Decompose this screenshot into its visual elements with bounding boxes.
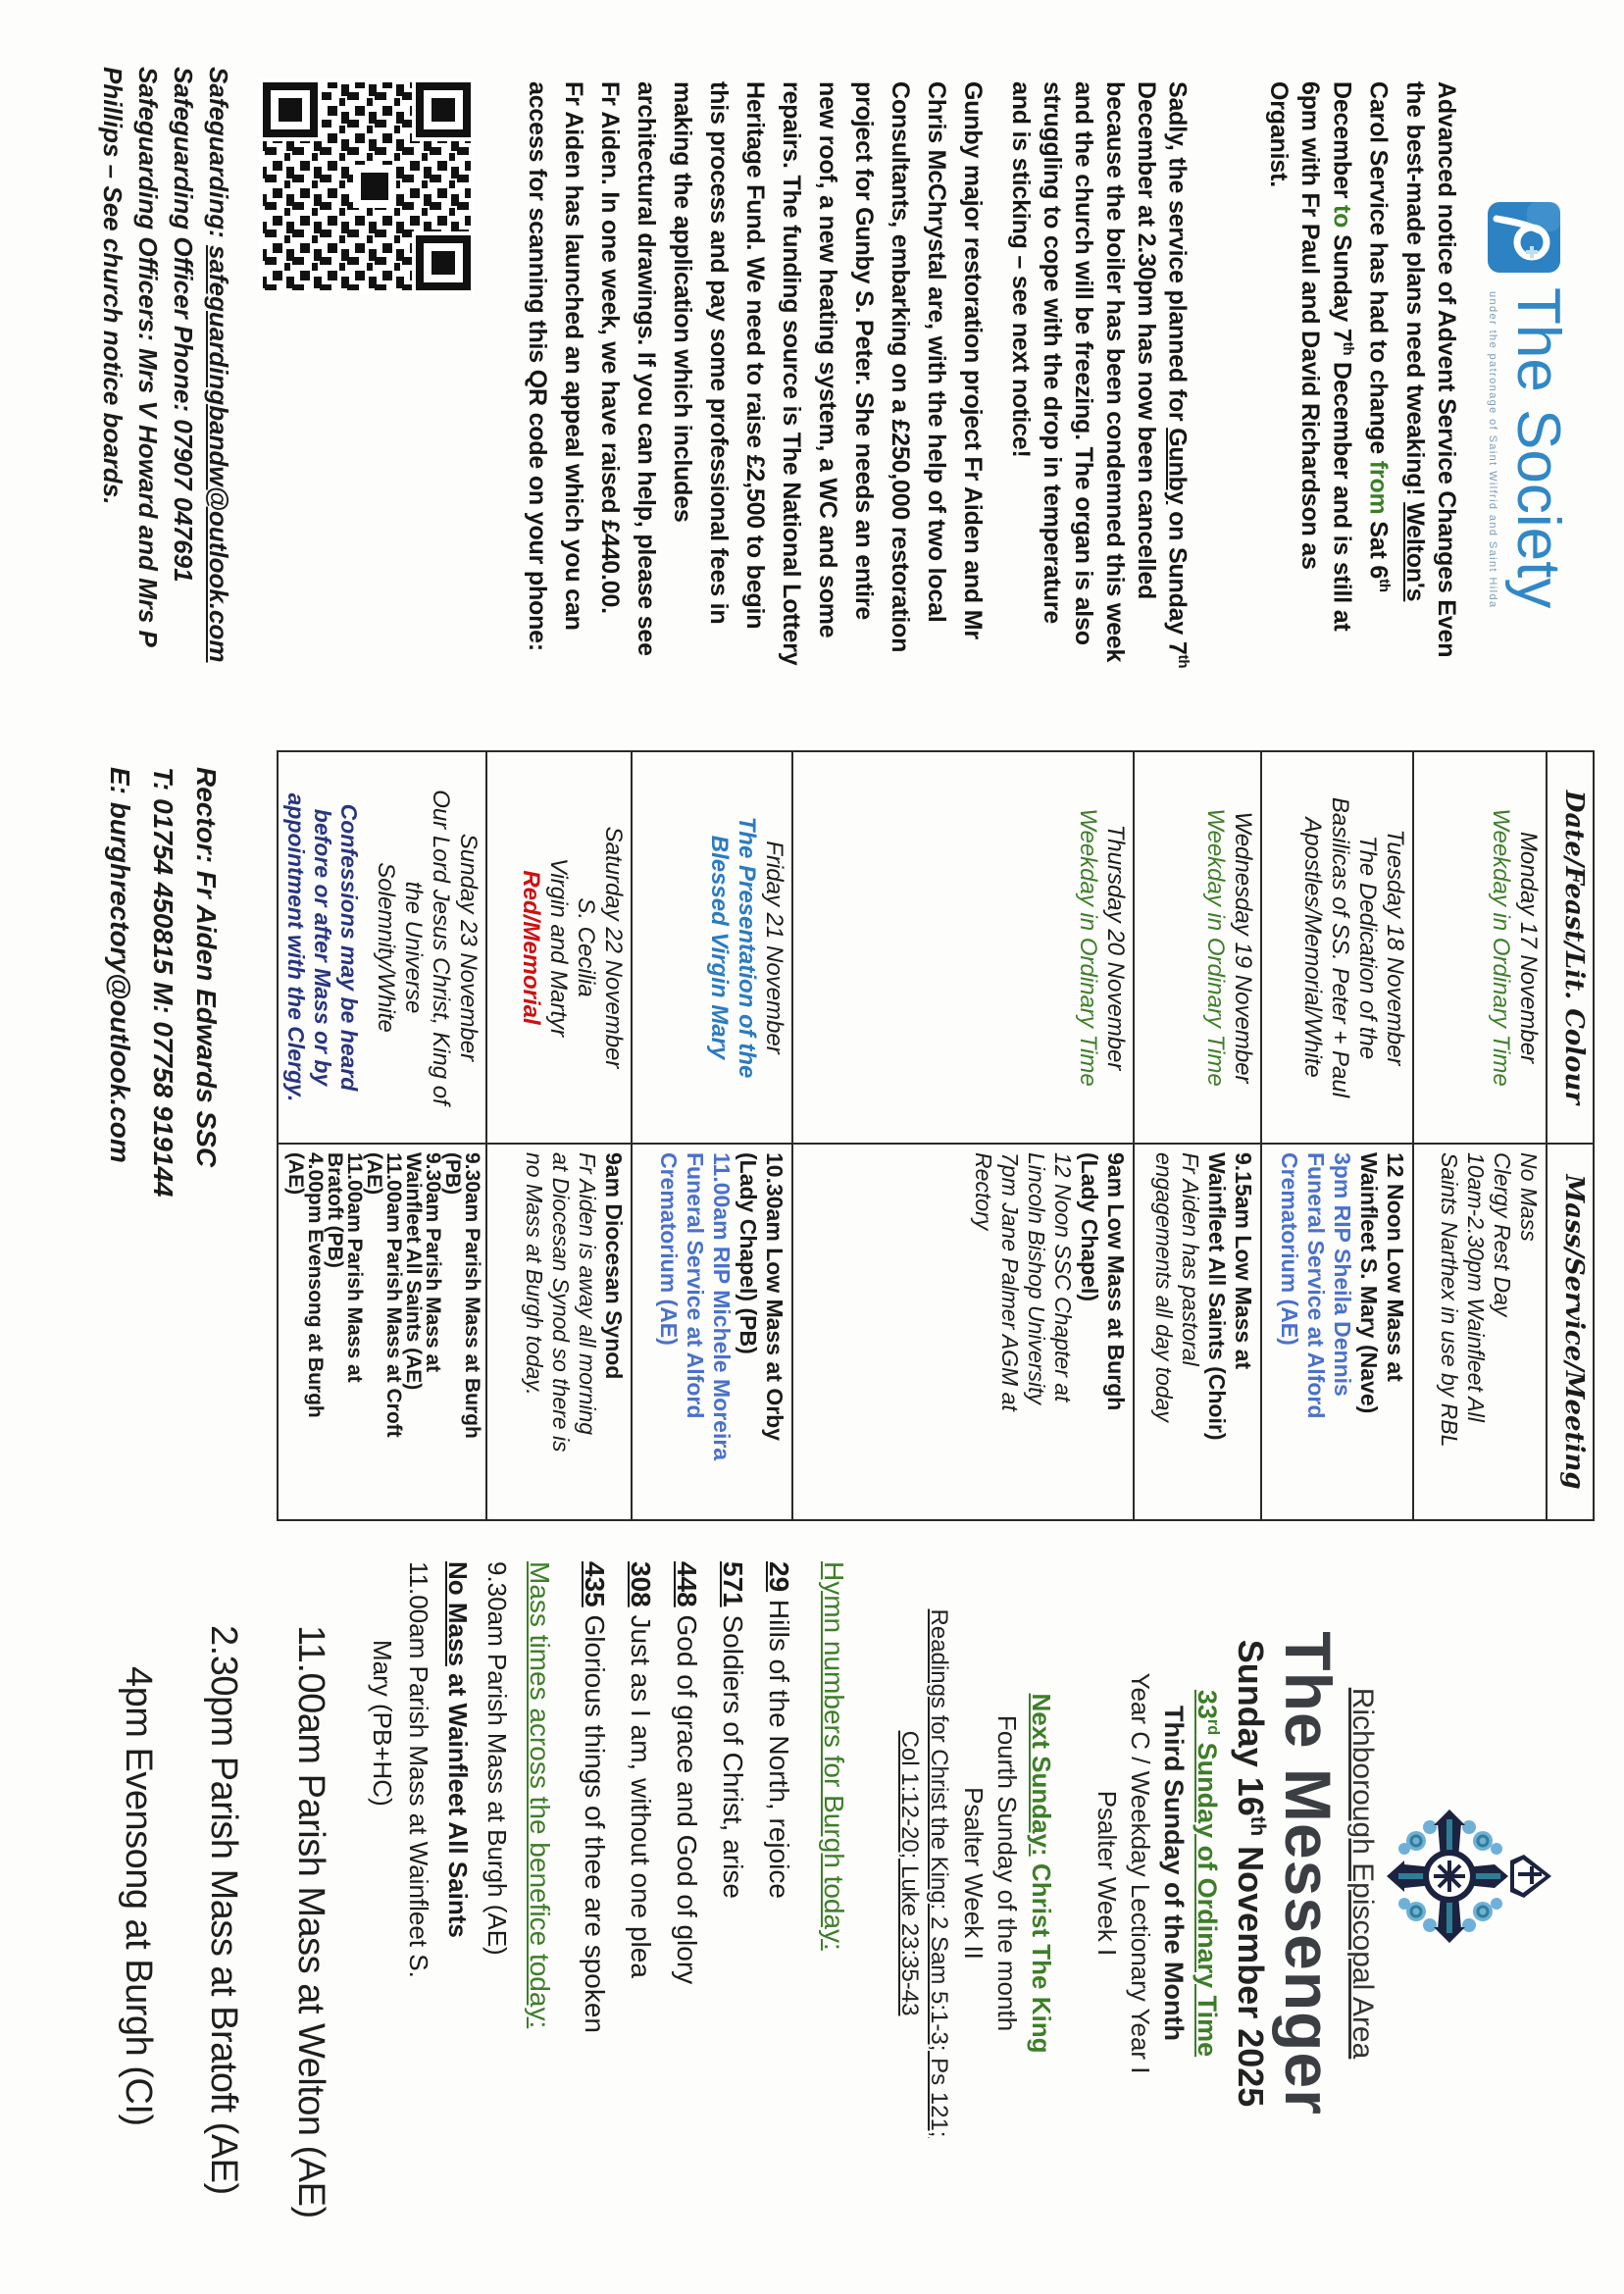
third-sunday-line: Third Sunday of the Month bbox=[1159, 1706, 1189, 2041]
hymn-numbers-block bbox=[572, 1561, 849, 2287]
mass-times-header: Mass times across the benefice today: bbox=[525, 1561, 555, 2029]
psalter-week1-line: Psalter Week I bbox=[1092, 1790, 1122, 1957]
rota-header-date: Date/Feast/Lit. Colour bbox=[1547, 751, 1594, 1144]
fourth-sunday-line: Fourth Sunday of the month bbox=[992, 1714, 1022, 2032]
society-logo-icon bbox=[1487, 201, 1561, 274]
rota-thursday-mass: 9am Low Mass at Burgh (Lady Chapel) 12 Noon SSC Chapter at Lincoln Bishop University 7pm Jane Palmer AGM at Rectory bbox=[792, 1144, 1134, 1520]
readings-line-1: Readings for Christ the King: 2 Sam 5:1-3; Ps 121; bbox=[926, 1608, 952, 2138]
restoration-appeal-paragraph: Gunby major restoration project Fr Aiden and Mr Chris McChrystal are, with the help of two local Consultants, embarking on a £250,000 restoration project for Gunby S. Peter. She needs an entire new roof, a new heating system, a WC and some repairs. The funding source is The National Lottery Heritage Fund. We need to raise £2,500 to begin this process and pay some professional fees in making the application which includes architectural drawings. If you can help, please see Fr Aiden. In one week, we have raised £440.00. Fr Aiden has launched an appeal which you can access for scanning this QR code on your phone: bbox=[524, 81, 987, 666]
readings-line-2: Col 1:12-20; Luke 23:35-43 bbox=[896, 1730, 923, 2016]
year-lectionary-line: Year C / Weekday Lectionary Year I bbox=[1126, 1672, 1155, 2074]
hymn-item: 448 God of grace and God of glory bbox=[672, 1561, 702, 1985]
qr-code bbox=[254, 78, 475, 294]
rota-row-sunday bbox=[278, 751, 486, 1520]
mass-times-line1: 9.30am Parish Mass at Burgh (AE) bbox=[482, 1561, 512, 1956]
rota-tuesday-date: Tuesday 18 November The Dedication of the Basilicas of SS. Peter + Paul Apostles/Memorial/White bbox=[1261, 751, 1413, 1144]
hymn-numbers-header: Hymn numbers for Burgh today: bbox=[819, 1561, 849, 1951]
safeguarding-block: Safeguarding: safeguardingbandw@outlook.com Safeguarding Officer Phone: 07907 047691 Safeguarding Officers: Mrs V Howard and Mrs P Phillips – See church notice boards. bbox=[98, 67, 233, 663]
masthead-date: Sunday 16th November 2025 bbox=[1231, 1639, 1271, 2108]
rota-friday-mass: 10.30am Low Mass at Orby (Lady Chapel) (PB) 11.00am RIP Michele Moreira Funeral Service at Alford Crematorium (AE) bbox=[632, 1144, 792, 1520]
masthead-area: Richborough Episcopal Area bbox=[1346, 1687, 1379, 2060]
benefice-line-bratoft: 2.30pm Parish Mass at Bratoft (AE) bbox=[203, 1625, 244, 2195]
benefice-line-welton: 11.00am Parish Mass at Welton (AE) bbox=[290, 1625, 331, 2218]
rota-row-tuesday bbox=[1261, 751, 1413, 1520]
masthead bbox=[895, 1530, 1379, 2217]
rota-sunday-date: Sunday 23 November Our Lord Jesus Christ, King of the Universe Solemnity/White Confessions may be heard before or after Mass or by appointment with the Clergy. bbox=[278, 751, 486, 1144]
mass-times-block bbox=[367, 1561, 555, 2287]
rota-saturday-date: Saturday 22 November S. Cecilia Virgin and Martyr Red/Memorial bbox=[486, 751, 632, 1144]
weekly-rota-table bbox=[277, 750, 1595, 1521]
benefice-line-evensong: 4pm Evensong at Burgh (CI) bbox=[118, 1666, 159, 2126]
sunday-33-line: 33rd Sunday of Ordinary Time bbox=[1193, 1689, 1222, 2058]
rota-row-saturday bbox=[486, 751, 632, 1520]
masthead-title: The Messenger bbox=[1272, 1631, 1345, 2116]
rota-tuesday-mass: 12 Noon Low Mass at Wainfleet S. Mary (Nave) 3pm RIP Sheila Dennis Funeral Service at Alford Crematorium (AE) bbox=[1261, 1144, 1413, 1520]
rector-contact-block: Rector: Fr Aiden Edwards SSC T: 01754 450815 M: 07758 919144 E: burghrectory@outlook.com bbox=[105, 767, 222, 1198]
rota-header-mass: Mass/Service/Meeting bbox=[1547, 1144, 1594, 1520]
hymn-item: 571 Soldiers of Christ, arise bbox=[718, 1561, 748, 1899]
society-logo-text: The Society bbox=[1504, 287, 1572, 609]
mass-times-line3: 11.00am Parish Mass at Wainfleet S. bbox=[404, 1561, 433, 1978]
advent-notice-paragraph: Advanced notice of Advent Service Changes Even the best-made plans need tweaking! Welton's Carol Service has had to change from Sat 6th December to Sunday 7th December and is still at 6pm with Fr Paul and David Richardson as Organist. bbox=[1265, 81, 1460, 658]
rota-monday-mass: No Mass Clergy Rest Day 10am-2.30pm Wainfleet All Saints Narthex in use by RBL bbox=[1413, 1144, 1547, 1520]
rota-monday-date: Monday 17 November Weekday in Ordinary Time bbox=[1413, 751, 1547, 1144]
mass-times-line2: No Mass at Wainfleet All Saints bbox=[443, 1561, 473, 1938]
hymn-item: 308 Just as I am, without one plea bbox=[626, 1561, 656, 1978]
hymn-list bbox=[572, 1561, 802, 2287]
mass-times-line4: Mary (PB+HC) bbox=[368, 1640, 397, 1807]
rota-sunday-mass: 9.30am Parish Mass at Burgh (PB) 9.30am Parish Mass at Wainfleet All Saints (AE) 11.00am Parish Mass at Croft (AE) 11.00am Parish Mass at Bratoft (PB) 4.00pm Evensong at Burgh (AE) bbox=[278, 1144, 486, 1520]
rota-friday-date: Friday 21 November The Presentation of the Blessed Virgin Mary bbox=[632, 751, 792, 1144]
society-logo-tagline: under the patronage of Saint Wilfrid and Saint Hilda bbox=[1487, 291, 1498, 609]
psalter-week2-line: Psalter Week II bbox=[959, 1787, 989, 1960]
gunby-cancellation-paragraph: Sadly, the service planned for Gunby on Sunday 7th December at 2.30pm has now been cancelled because the boiler has been condemned this week and the church will be freezing. The organ is also struggling to cope with the drop in temperature and is sticking – see next notice! bbox=[1006, 81, 1192, 669]
rota-saturday-mass: 9am Diocesan Synod Fr Aiden is away all morning at Diocesan Synod so there is no Mass at Burgh today. bbox=[486, 1144, 632, 1520]
rota-row-thursday bbox=[792, 751, 1134, 1520]
rota-row-friday bbox=[632, 751, 792, 1520]
rota-row-monday bbox=[1413, 751, 1547, 1520]
richborough-cross-logo bbox=[1374, 1798, 1553, 1955]
rota-wednesday-mass: 9.15am Low Mass at Wainfleet All Saints (Choir) Fr Aiden has pastoral engagements all day today bbox=[1134, 1144, 1261, 1520]
hymn-item: 435 Glorious things of thee are spoken bbox=[580, 1561, 610, 2033]
rota-thursday-date: Thursday 20 November Weekday in Ordinary Time bbox=[792, 751, 1134, 1144]
benefice-today-block bbox=[117, 1625, 331, 2218]
rota-row-wednesday bbox=[1134, 751, 1261, 1520]
rota-wednesday-date: Wednesday 19 November Weekday in Ordinary Time bbox=[1134, 751, 1261, 1144]
hymn-item: 29 Hills of the North, rejoice bbox=[764, 1561, 794, 1899]
next-sunday-line: Next Sunday: Christ The King bbox=[1027, 1693, 1056, 2054]
